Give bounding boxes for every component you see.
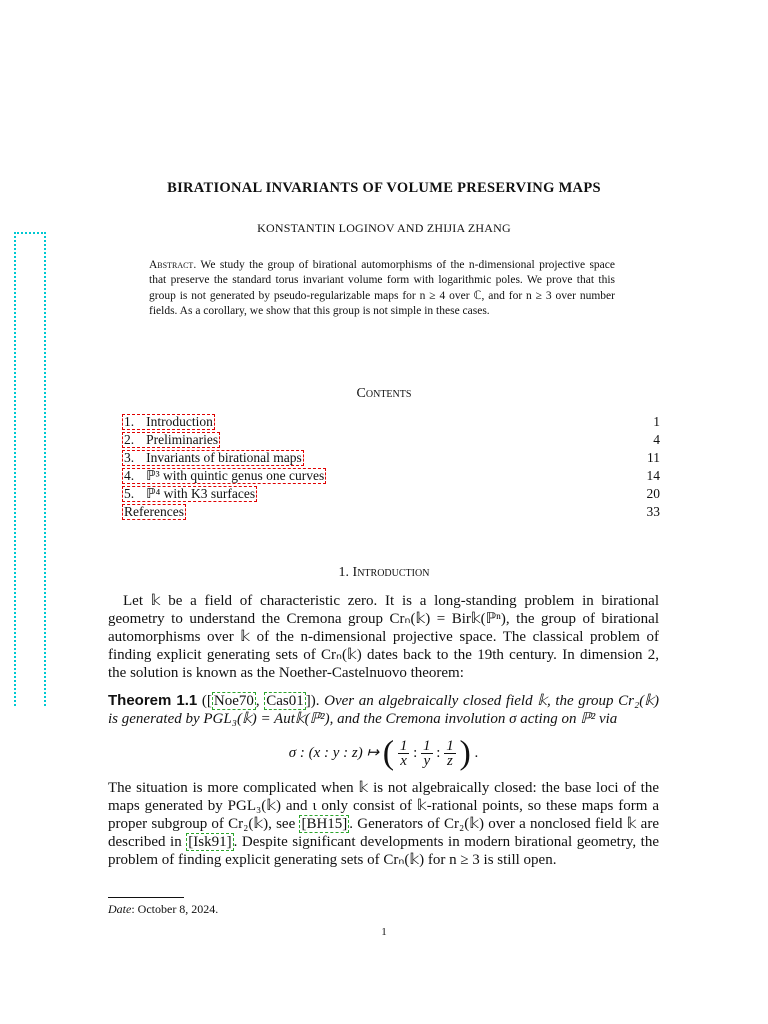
citation-link[interactable]: [BH15]: [301, 816, 348, 832]
toc-link[interactable]: References: [124, 504, 184, 519]
toc-entry[interactable]: [122, 449, 660, 467]
intro-paragraph: Let 𝕜 be a field of characteristic zero. It is a long-standing problem in birational geometry to understand the Cremona group Crₙ(𝕜) = Bir𝕜(ℙⁿ), the group of birational automorphisms over 𝕜 of the n-dimensional projective space. The classical problem of finding explicit generating sets of Crₙ(𝕜) dates back to the 19th century. In dimension 2, the solution is known as the Noether-Castelnuovo theorem:: [108, 593, 659, 681]
abstract-label: Abstract.: [149, 259, 197, 271]
abstract: [149, 258, 615, 319]
toc-link[interactable]: 3. Invariants of birational maps: [124, 450, 302, 465]
toc-entry[interactable]: [122, 413, 660, 431]
toc-page: 4: [653, 432, 660, 447]
section-heading: [0, 565, 768, 581]
fraction: $\frac{1}{x}$: [399, 738, 408, 770]
toc-entry[interactable]: [122, 467, 660, 485]
section-number: 1.: [338, 565, 350, 580]
paper-title: BIRATIONAL INVARIANTS OF VOLUME PRESERVING MAPS: [167, 180, 601, 196]
theorem-body: Over an algebraically closed field 𝕜, the group Cr₂(𝕜) is generated by PGL₃(𝕜) = Aut𝕜(ℙ²), and the Cremona involution σ acting on ℙ² via: [108, 693, 659, 727]
paragraph-2: The situation is more complicated when 𝕜 is not algebraically closed: the base loci of the maps generated by PGL₃(𝕜) and ι only consist of 𝕜-rational points, so these maps form a proper subgroup of Cr₂(𝕜), see [BH15] . Generators of Cr₂(𝕜) over a nonclosed field 𝕜 are described in [Isk91] . Despite significant developments in modern birational geometry, the problem of finding explicit generating sets of Crₙ(𝕜) for n ≥ 3 is still open.: [108, 780, 659, 868]
section-title: Introduction: [352, 565, 430, 580]
theorem-block: Theorem 1.1 ([ Noe70 , Cas01 ]). Over an algebraically closed field 𝕜, the group Cr₂(𝕜) is generated by PGL₃(𝕜) = Aut𝕜(ℙ²), and the Cremona involution σ acting on ℙ² via: [108, 692, 659, 727]
cremona-formula: σ : (x : y : z) ↦ ( $\frac{1}{x}$ : $\frac{1}{y}$ : $\frac{1}{z}$ ) .: [288, 734, 479, 772]
citation-link[interactable]: [Isk91]: [188, 834, 232, 850]
theorem-head: Theorem 1.1: [108, 692, 198, 709]
contents-heading: Contents: [356, 386, 412, 401]
fraction: $\frac{1}{y}$: [423, 738, 431, 770]
page-number: 1: [381, 926, 387, 938]
citation-link[interactable]: Noe70: [213, 693, 254, 709]
fraction: $\frac{1}{z}$: [446, 738, 454, 770]
citation-link[interactable]: Cas01: [266, 693, 304, 709]
toc-link[interactable]: 4. ℙ³ with quintic genus one curves: [124, 468, 325, 483]
paper-authors: KONSTANTIN LOGINOV AND ZHIJIA ZHANG: [257, 221, 511, 235]
toc-link[interactable]: 2. Preliminaries: [124, 432, 219, 447]
footnote: Date: October 8, 2024.: [108, 902, 219, 916]
toc-entry[interactable]: [122, 485, 660, 503]
table-of-contents: [122, 413, 660, 521]
toc-link[interactable]: 5. ℙ⁴ with K3 surfaces: [124, 486, 256, 501]
toc-link[interactable]: 1. Introduction: [124, 414, 213, 429]
abstract-text: We study the group of birational automorphisms of the n-dimensional projective space that preserve the standard torus invariant volume form with logarithmic poles. We prove that this group is not generated by pseudo-regularizable maps for n ≥ 4 over ℂ, and for n ≥ 3 over number fields. As a corollary, we show that this group is not simple in these cases.: [149, 259, 615, 317]
arxiv-side-stamp: [14, 232, 46, 706]
toc-entry[interactable]: [122, 431, 660, 449]
toc-page: 14: [646, 468, 660, 483]
toc-page: 33: [646, 504, 660, 519]
toc-page: 20: [646, 486, 660, 501]
toc-entry[interactable]: [122, 503, 660, 521]
toc-page: 1: [653, 414, 660, 429]
footnote-rule: [108, 897, 184, 898]
toc-page: 11: [647, 450, 660, 465]
